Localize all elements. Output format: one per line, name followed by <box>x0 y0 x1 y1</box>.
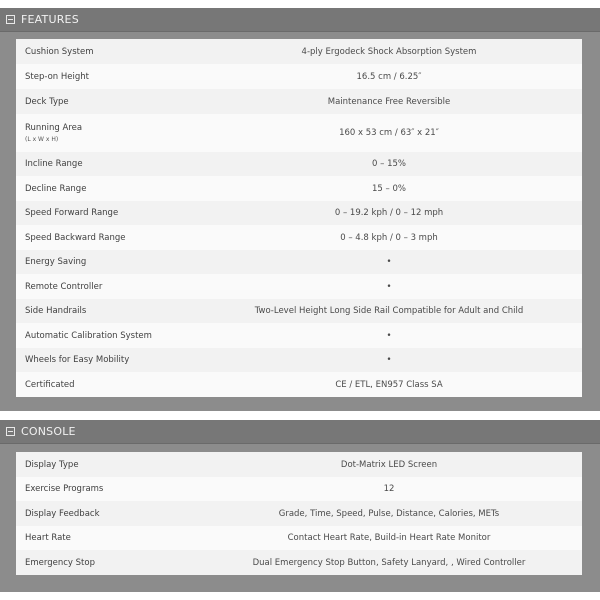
table-row <box>16 89 582 114</box>
row-label: Automatic Calibration System <box>25 330 152 341</box>
row-label: Step-on Height <box>25 71 89 82</box>
table-row <box>16 372 582 397</box>
features-section <box>0 8 600 411</box>
row-value: 15 – 0% <box>372 183 406 194</box>
table-row <box>16 323 582 348</box>
table-row <box>16 176 582 201</box>
table-row <box>16 250 582 274</box>
row-value: 4-ply Ergodeck Shock Absorption System <box>301 46 477 57</box>
row-value: Two-Level Height Long Side Rail Compatible for Adult and Child <box>254 306 524 316</box>
collapse-minus-icon[interactable] <box>6 427 15 436</box>
row-value: Grade, Time, Speed, Pulse, Distance, Calories, METs <box>278 508 500 519</box>
table-row <box>16 550 582 575</box>
row-value: 12 <box>383 484 395 494</box>
row-label: Certificated <box>25 379 75 390</box>
row-label-sub: (L x W x H) <box>25 136 59 143</box>
row-label: Energy Saving <box>25 257 87 267</box>
table-row <box>16 501 582 526</box>
row-value: 0 – 4.8 kph / 0 – 3 mph <box>340 232 438 243</box>
console-header[interactable] <box>0 420 600 444</box>
row-label: Side Handrails <box>25 306 87 316</box>
row-label: Deck Type <box>25 96 69 107</box>
collapse-minus-icon[interactable] <box>6 15 15 24</box>
row-value: • <box>386 281 392 292</box>
row-value: 0 – 19.2 kph / 0 – 12 mph <box>334 208 444 218</box>
row-value: • <box>386 257 392 267</box>
row-value: Dual Emergency Stop Button, Safety Lanyard, , Wired Controller <box>252 557 526 568</box>
table-row <box>16 274 582 299</box>
row-label: Wheels for Easy Mobility <box>25 355 130 365</box>
table-row <box>16 477 582 501</box>
row-label <box>16 123 196 143</box>
row-label: Exercise Programs <box>25 484 104 494</box>
table-row <box>16 452 582 477</box>
table-row <box>16 348 582 372</box>
table-row <box>16 152 582 176</box>
features-title: FEATURES <box>21 13 79 26</box>
row-label: Display Type <box>25 459 79 470</box>
console-title: CONSOLE <box>21 425 76 438</box>
row-label: Emergency Stop <box>25 557 95 568</box>
console-section <box>0 420 600 592</box>
features-header[interactable] <box>0 8 600 32</box>
table-row <box>16 299 582 323</box>
row-value: • <box>386 355 392 365</box>
table-row <box>16 225 582 250</box>
console-table <box>16 452 582 575</box>
table-row <box>16 526 582 550</box>
features-table <box>16 39 582 397</box>
table-row <box>16 39 582 64</box>
table-row <box>16 64 582 89</box>
row-label: Incline Range <box>25 159 83 169</box>
row-value: Contact Heart Rate, Build-in Heart Rate Monitor <box>287 533 491 543</box>
row-value: Dot-Matrix LED Screen <box>340 459 438 470</box>
row-value: 160 x 53 cm / 63″ x 21″ <box>339 128 439 138</box>
table-row <box>16 201 582 225</box>
row-value: 0 – 15% <box>372 159 406 169</box>
table-row <box>16 114 582 152</box>
row-value: Maintenance Free Reversible <box>327 96 451 107</box>
row-label: Heart Rate <box>25 533 71 543</box>
row-value: 16.5 cm / 6.25″ <box>356 71 422 82</box>
row-label: Display Feedback <box>25 508 100 519</box>
row-value: • <box>386 330 392 341</box>
row-label: Speed Backward Range <box>25 232 126 243</box>
row-label: Remote Controller <box>25 281 103 292</box>
row-value: CE / ETL, EN957 Class SA <box>335 379 443 390</box>
row-label: Speed Forward Range <box>25 208 119 218</box>
row-label: Cushion System <box>25 46 94 57</box>
row-label-text: Running Area <box>25 123 83 133</box>
row-label: Decline Range <box>25 183 87 194</box>
